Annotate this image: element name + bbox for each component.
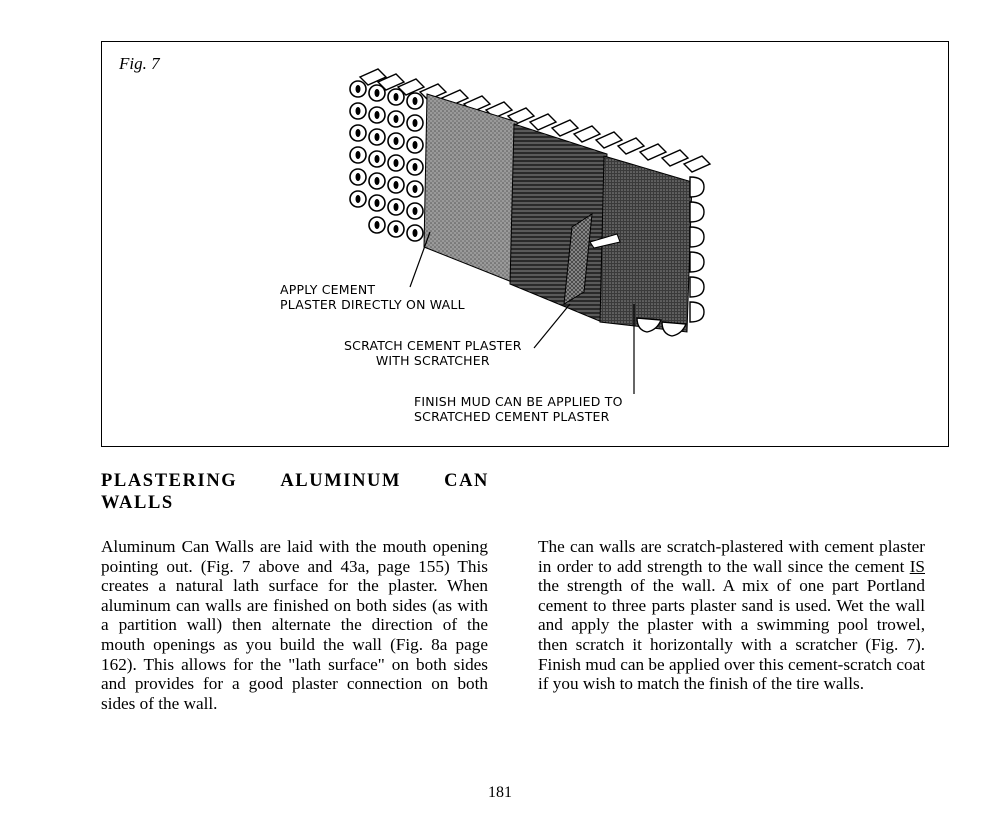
- heading-word: CAN: [444, 471, 489, 491]
- callout-scratch-plaster: SCRATCH CEMENT PLASTER WITH SCRATCHER: [344, 338, 522, 368]
- right-paragraph: The can walls are scratch-plastered with cement plaster in order to add strength to the wall since the cement IS the strength of the wall. A mix of one part Portland cement to three parts plaster sand is used. Wet the wall and apply the plaster with a swimming pool trowel, then scratch it horizontally with a scratcher (Fig. 7). Finish mud can be applied over this cement-scratch coat if you wish to match the finish of the tire walls.: [538, 537, 925, 694]
- left-paragraph: Aluminum Can Walls are laid with the mouth opening pointing out. (Fig. 7 above and 43a, page 155) This creates a natural lath surface for the plaster. When aluminum can walls are finished on both sides (as with a partition wall) then alternate the direction of the mouth openings as you build the wall (Fig. 8a page 162). This allows for the "lath surface" on both sides and provides for a good plaster connection on both sides of the wall.: [101, 537, 488, 713]
- heading-line-2: WALLS: [101, 493, 174, 513]
- page-number: 181: [488, 784, 512, 801]
- finish-mud-layer: [600, 156, 692, 332]
- right-column: [538, 537, 925, 694]
- heading-word: PLASTERING: [101, 471, 238, 491]
- emphasis-is: IS: [909, 556, 925, 576]
- left-column: [101, 537, 488, 713]
- can-mouths: [350, 81, 423, 241]
- callout-finish-mud: FINISH MUD CAN BE APPLIED TO SCRATCHED CEMENT PLASTER: [414, 394, 623, 424]
- callout-apply-cement: APPLY CEMENT PLASTER DIRECTLY ON WALL: [280, 282, 465, 312]
- can-wall-illustration: [102, 42, 948, 446]
- section-heading: [101, 470, 489, 514]
- heading-word: ALUMINUM: [280, 471, 402, 491]
- figure-label: Fig. 7: [119, 54, 160, 73]
- scratch-coat-layer: [510, 124, 607, 322]
- cement-plaster-layer: [424, 94, 517, 282]
- figure-7-box: [101, 41, 949, 447]
